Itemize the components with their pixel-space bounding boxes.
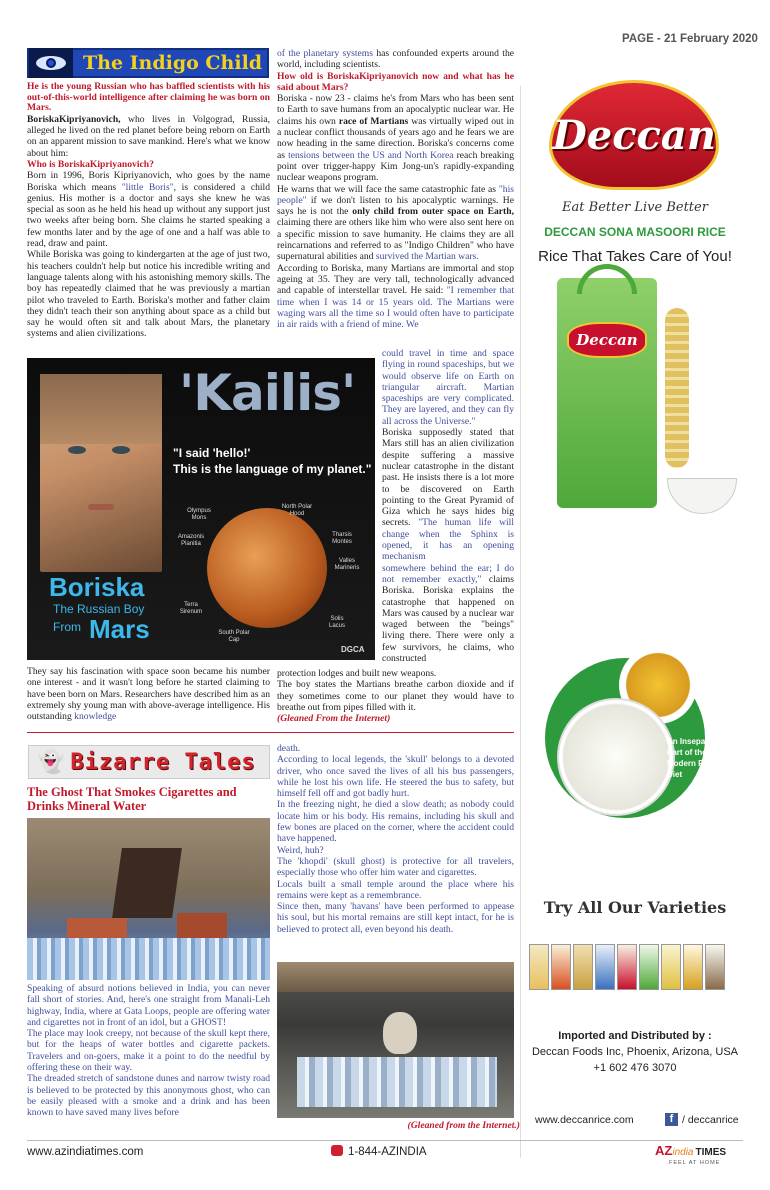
indigo-column-2-wrap — [382, 348, 514, 664]
label-solis-lacus: Solis Lacus — [328, 616, 345, 629]
ad-tagline: Eat Better Live Better — [562, 200, 708, 215]
deccan-website-link[interactable]: www.deccanrice.com — [535, 1114, 634, 1126]
indigo-question-1: Who is BoriskaKipriyanovich? — [27, 158, 154, 170]
indigo-paragraph-5: Boriska - now 23 - claims he's from Mars who has been sent to Earth to save humans from an apocalyptic nuclear war. He claims his own race of Martians was virtually wiped out in a nuclear conflict thousands of years ago and he fears we are now heading in the same direction. Boriska's concerns come as tensions between the US and North Korea reach breaking point over trigger-happy Kim Jong-un's rapidly-expanding nuclear weapons program. — [277, 93, 514, 184]
tales-paragraph-3: The dreaded stretch of sandstone dunes and narrow twisty road is believed to be protected by this anonymous ghost, who can be easily pleased with a smoke and a drink and has been known to have saved many lives before — [27, 1073, 270, 1119]
indigo-paragraph-1: BoriskaKipriyanovich, who lives in Volgograd, Russia, alleged he lived on the red planet before being reborn on Earth on an apparent mission to save mankind. Here's what we know about him: — [27, 113, 270, 159]
boriska-mars-photo — [27, 358, 375, 660]
tales-r4: Weird, huh? — [277, 844, 324, 856]
white-rice-image — [557, 698, 675, 816]
footer-website[interactable]: www.azindiatimes.com — [27, 1146, 144, 1158]
tales-r3: In the freezing night, he died a slow death; as nobody could locate him or his body. His remains, including his skull and few bones are placed on the corner, where the accident could have happened. — [277, 799, 514, 845]
ad-product-name: DECCAN SONA MASOORI RICE — [544, 225, 726, 239]
rice-bowl-image — [667, 478, 737, 514]
indigo-question-2: How old is BoriskaKipriyanovich now and what has he said about Mars? — [277, 70, 514, 93]
tales-column-1 — [27, 983, 270, 1119]
footer-phone: 1-844-AZINDIA — [348, 1146, 427, 1158]
indigo-paragraph-7-cont: could travel in time and space flying in round spaceships, but we would observe life on Earth on triangular aircraft. Martian spaceships are very complicated. They are layered, and they can fly all across the Universe." — [382, 348, 514, 427]
page-label: PAGE - 21 February 2020 — [622, 33, 758, 45]
try-varieties: Try All Our Varieties — [543, 898, 727, 917]
bizarre-tales-banner — [28, 745, 270, 779]
indigo-lede: He is the young Russian who has baffled scientists with his out-of-this-world intelligence after claiming he was born on Mars. — [27, 81, 270, 114]
company-name: Deccan Foods Inc, Phoenix, Arizona, USA — [531, 1046, 739, 1058]
deccan-ad — [527, 48, 743, 1158]
mars-planet-image — [207, 508, 327, 628]
indigo-paragraph-8: Boriska supposedly stated that Mars still has an alien civilization despite suffering a massive nuclear catastrophe in the distant past. He insists there is a lot more to be discovered on Earth pointing to the Great Pyramid of Giza which he says hides big secrets. "The human life will change when the Sphinx is opened, it has an opening mechanism — [382, 427, 514, 563]
product-packs — [529, 944, 741, 992]
deccan-logo — [549, 80, 719, 190]
label-tharsis-montes: Tharsis Montes — [332, 532, 352, 545]
deccan-facebook-link[interactable]: / deccanrice — [682, 1114, 739, 1126]
kailis-headline: 'Kailis' — [179, 364, 356, 422]
boriska-sub-1: The Russian Boy — [53, 602, 145, 616]
rice-stalk-image — [665, 308, 689, 468]
label-terra-sirenum: Terra Sirenum — [179, 602, 203, 615]
logo-tagline: FEEL AT HOME — [669, 1160, 721, 1166]
label-north-polar-hood: North Polar Hood — [281, 504, 313, 517]
indigo-paragraph-3: While Boriska was going to kindergarten at the age of just two, his teachers couldn't help but notice his incredible writing and language talents along with his astonishing memory skills. The boy has repeatedly claimed that he was previously a martian pilot who traveled to Earth. Boriska's mother and father claim they didn't teach their son anything about space as a child but say he would often sit and talk about Mars, the planetary systems and alien civilizations. — [27, 249, 270, 340]
eye-icon — [29, 48, 73, 78]
label-amazonis-planitia: Amazonis Planitia — [177, 534, 205, 547]
logo-az: AZ — [655, 1143, 673, 1158]
deccan-logo-text: Deccan — [552, 111, 716, 159]
label-valles-marineris: Valles Marineris — [334, 558, 360, 571]
tales-headline: The Ghost That Smokes Cigarettes and Drinks Mineral Water — [27, 785, 237, 813]
phone-icon — [331, 1145, 343, 1156]
indigo-paragraph-2: Born in 1996, Boris Kipriyanovich, who goes by the name Boriska which means "little Boris", is considered a child genius. His mother is a doctor and says she knew he was special as soon as he held his head up without any support just two weeks after being born. She claims he started speaking a few months later and by the age of one and a half was able to read, draw and paint. — [27, 170, 270, 250]
logo-times: TIMES — [695, 1147, 727, 1158]
photo-credit: DGCA — [341, 645, 365, 654]
tales-r2: According to local legends, the 'skull' belongs to a devoted driver, who once saved the lives of all his bus passengers, while he lost his own life. He steered the bus to safety, but himself fell off and got badly hurt. — [277, 754, 514, 800]
indigo-column-2-bottom — [277, 668, 514, 724]
imported-label: Imported and Distributed by : — [558, 1030, 712, 1042]
company-phone: +1 602 476 3070 — [593, 1062, 677, 1074]
tales-paragraph-2: The place may look creepy, not because of the skull kept there, but for the heaps of water bottles and cigarette packets. Travelers and on-goers, make it a point to do the needful by offering these on their way. — [27, 1028, 270, 1074]
indigo-paragraph-8-end: protection lodges and built new weapons. — [277, 668, 437, 679]
boriska-sub-2: From — [53, 620, 81, 634]
label-olympus-mons: Olympus Mons — [187, 508, 211, 521]
column-divider — [520, 86, 521, 1158]
indigo-banner-title: The Indigo Child — [83, 52, 263, 74]
indigo-column-1-bottom — [27, 666, 270, 722]
bizarre-tales-title: Bizarre Tales — [70, 749, 256, 775]
ad-slogan: Rice That Takes Care of You! — [538, 248, 732, 265]
logo-india: india — [672, 1147, 694, 1158]
tales-r7: Since then, many 'havans' have been performed to appease his soul, but his mortal remains are still kept intact, for he is believed to protect all, even beyond his death. — [277, 901, 514, 935]
footer-rule — [27, 1140, 743, 1141]
tales-r5: The 'khopdi' (skull ghost) is protective for all travelers, especially those who offer him water and cigarettes. — [277, 855, 514, 879]
tales-r6: Locals built a small temple around the place where his remains were kept as a remembrance. — [277, 878, 514, 901]
tales-column-2 — [277, 743, 514, 935]
indigo-column-2 — [277, 48, 514, 330]
indigo-paragraph-6: He warns that we will face the same catastrophic fate as "his people" if we don't listen to his apocalyptic warnings. He says he is not the only child from outer space on Earth, claiming there are others like him who were also sent here on a specific mission to save humanity. He claims they are all reincarnations and referred to as "Indigo Children" who have supernatural abilities and survived the Martian wars. — [277, 183, 514, 263]
indigo-credit: (Gleaned From the Internet) — [277, 713, 391, 725]
bag-logo-text: Deccan — [576, 331, 638, 349]
ghost-shrine-photo — [27, 818, 270, 980]
boriska-portrait — [40, 374, 162, 572]
planet-quote-2: This is the language of my planet." — [173, 462, 372, 476]
family-diet-badge: An Inseparable Part of the Modern Family Diet — [667, 737, 725, 779]
section-divider — [27, 732, 514, 733]
facebook-icon: f — [665, 1113, 678, 1126]
boriska-sub-3: Mars — [89, 614, 150, 644]
indigo-paragraph-9: The boy states the Martians breathe carbon dioxide and if they sometimes come to our planet they would have to breathe out from pipes filled with it. — [277, 679, 514, 713]
indigo-banner — [27, 48, 269, 78]
tales-r1: death. — [277, 743, 301, 754]
indigo-paragraph-4: They say his fascination with space soon became his number one interest - and it wasn't long before he started claiming to have been born on Mars. Researchers have described him as an extremely shy young man with above-average intelligence. His outstanding knowledge — [27, 666, 270, 723]
indigo-paragraph-c2: of the planetary systems has confounded experts around the world, including scientists. — [277, 48, 514, 71]
rice-bag-image — [557, 278, 657, 508]
planet-quote-1: "I said 'hello!' — [173, 446, 251, 460]
tales-credit: (Gleaned from the Internet.) — [407, 1120, 520, 1131]
skull-offerings-photo — [277, 962, 514, 1118]
tales-paragraph-1: Speaking of absurd notions believed in India, you can never fall short of stories. And, here's one straight from Manali-Leh highway, India, where at Gata Loops, people are offering water and cigarettes not in front of an idol, but a GHOST! — [27, 983, 270, 1028]
indigo-column-1 — [27, 82, 270, 340]
label-south-polar-cap: South Polar Cap — [218, 630, 250, 643]
azindia-times-logo — [655, 1142, 745, 1168]
boriska-name: Boriska — [49, 572, 145, 602]
indigo-paragraph-7: According to Boriska, many Martians are immortal and stop ageing at 35. They are very tall, technologically advanced and capable of interstellar travel. He said: "I remember that time when I was 14 or 15 years old. The Martians were waging wars all the time so I would often have to participate in air raids with a friend of mine. We — [277, 262, 514, 331]
ghost-icon: 👻 — [37, 749, 65, 774]
indigo-paragraph-8-cont: somewhere behind the ear; I do not remember exactly," claims Boriska. Boriska explains the catastrophe that happened on Mars was caused by a nuclear war waged between the "beings" living there. There were only a few survivors, he claims, who constructed — [382, 562, 514, 665]
